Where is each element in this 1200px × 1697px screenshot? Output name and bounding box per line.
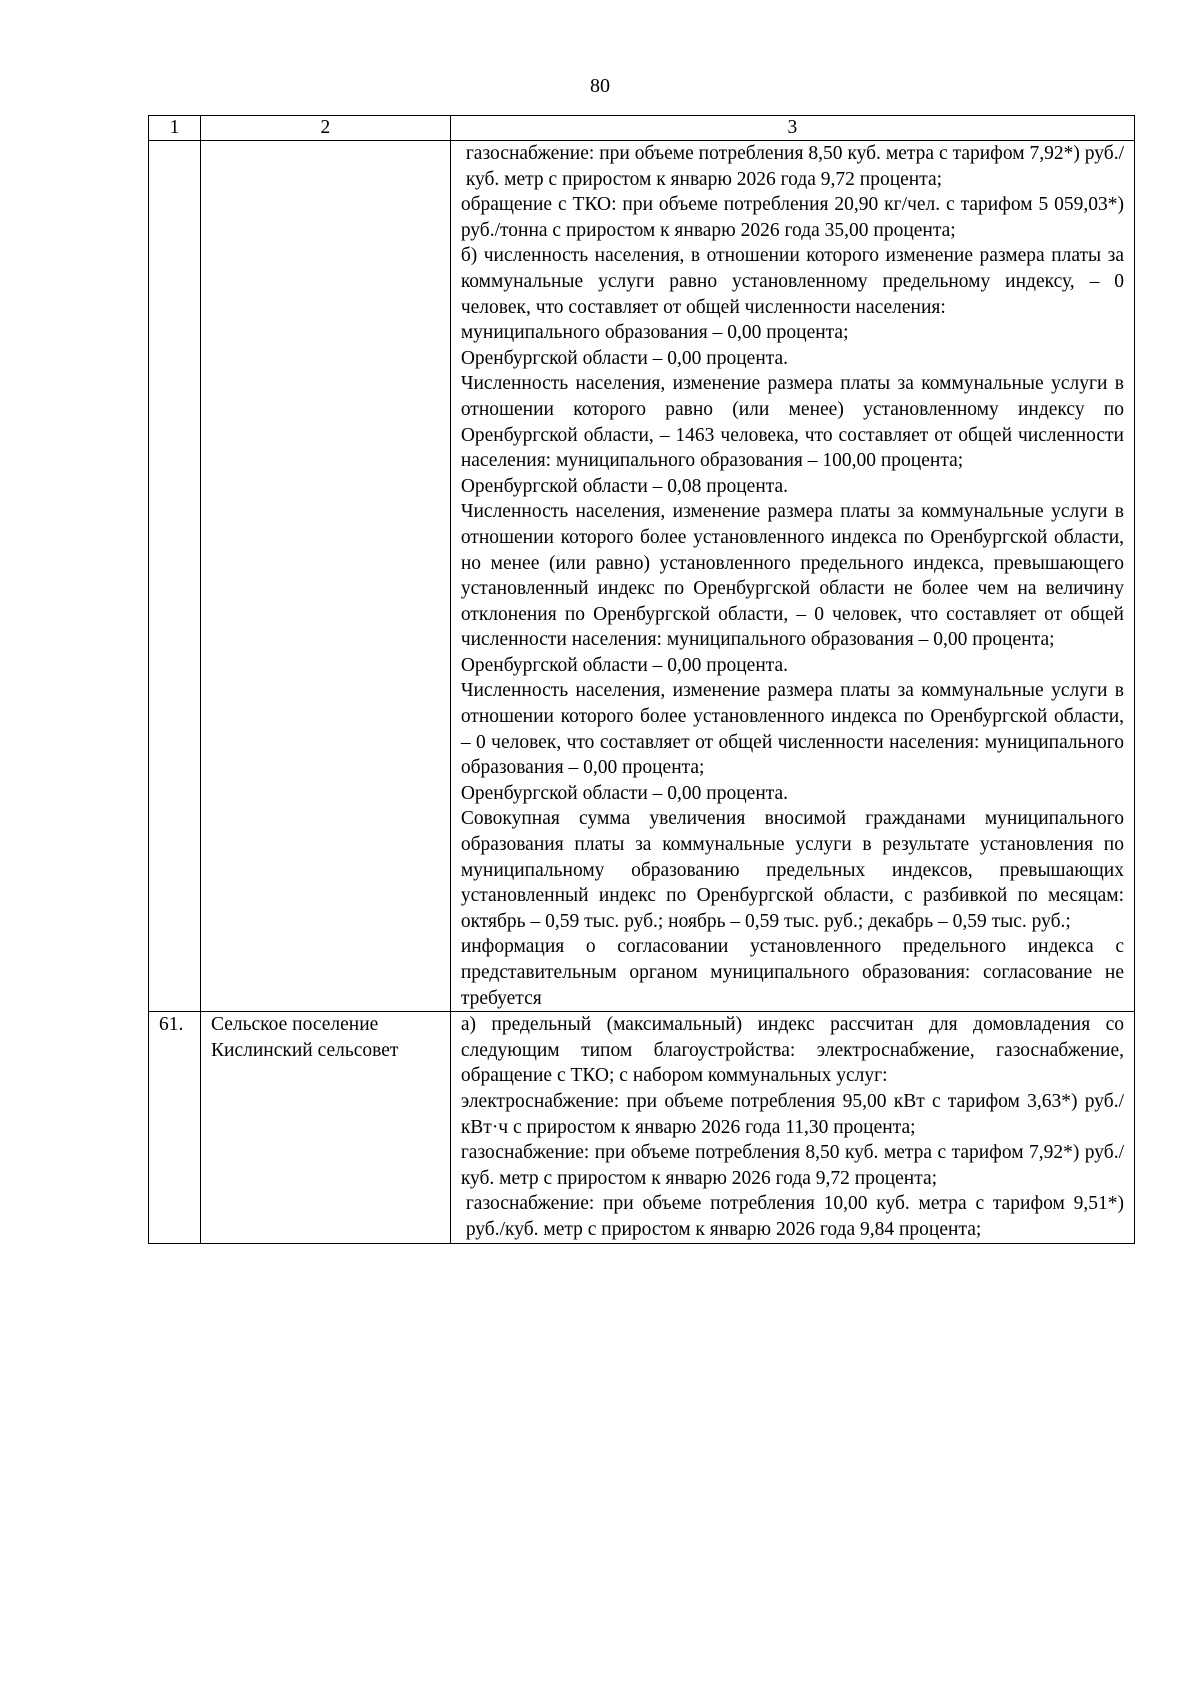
paragraph: Оренбургской области – 0,00 процента. (460, 654, 789, 676)
paragraph: а) предельный (максимальный) индекс рассчитан для домовладения со следующим типом благоустройства: электроснабжение, газоснабжение, обращение с ТКО; с набором коммунальных услуг: (460, 1014, 1124, 1087)
paragraph: Оренбургской области – 0,08 процента. (460, 475, 789, 497)
paragraph: обращение с ТКО: при объеме потребления 20,90 кг/чел. с тарифом 5 059,03*) руб./тонна с приростом к январю 2026 года 35,00 процента; (460, 194, 1124, 241)
paragraph: муниципального образования – 0,00 процента; (460, 322, 849, 344)
paragraph: Численность населения, изменение размера платы за коммунальные услуги в отношении которого более установленного индекса по Оренбургской области, но менее (или равно) установленного предельного индекса, превышающего установленный индекс по Оренбургской области не более чем на величину отклонения по Оренбургской области, – 0 человек, что составляет от общей численности населения: муниципального образования – 0,00 процента; (460, 501, 1124, 651)
table-header-row (149, 116, 1135, 141)
paragraph: информация о согласовании установленного предельного индекса с представительным органом муниципального образования: согласование не требуется (460, 936, 1124, 1009)
paragraph: газоснабжение: при объеме потребления 10,00 куб. метра с тарифом 9,51*) руб./куб. метр с приростом к январю 2026 года 9,84 процента; (465, 1193, 1124, 1240)
description-cell (450, 141, 1134, 1012)
column-header-3: 3 (450, 116, 1134, 141)
row-number-cell: 61. (149, 1012, 201, 1243)
paragraph: Численность населения, изменение размера платы за коммунальные услуги в отношении которого более установленного индекса по Оренбургской области, – 0 человек, что составляет от общей численности населения: муниципального образования – 0,00 процента; (460, 680, 1124, 779)
table-row (149, 1012, 1135, 1243)
municipality-name-cell (201, 1012, 451, 1243)
municipality-name-line1: Сельское поселение (211, 1014, 379, 1036)
column-header-2: 2 (201, 116, 451, 141)
row-number-cell (149, 141, 201, 1012)
paragraph: газоснабжение: при объеме потребления 8,50 куб. метра с тарифом 7,92*) руб./куб. метр с приростом к январю 2026 года 9,72 процента; (465, 143, 1124, 190)
paragraph: Совокупная сумма увеличения вносимой гражданами муниципального образования платы за коммунальные услуги в результате установления по муниципальному образованию предельных индексов, превышающих установленный индекс по Оренбургской области, с разбивкой по месяцам: октябрь – 0,59 тыс. руб.; ноябрь – 0,59 тыс. руб.; декабрь – 0,59 тыс. руб.; (460, 808, 1124, 932)
paragraph: Оренбургской области – 0,00 процента. (460, 347, 789, 369)
paragraph: газоснабжение: при объеме потребления 8,50 куб. метра с тарифом 7,92*) руб./куб. метр с приростом к январю 2026 года 9,72 процента; (460, 1142, 1124, 1189)
paragraph: электроснабжение: при объеме потребления 95,00 кВт с тарифом 3,63*) руб./кВт·ч с приростом к январю 2026 года 11,30 процента; (460, 1090, 1124, 1138)
municipality-name-cell (201, 141, 451, 1012)
paragraph: б) численность населения, в отношении которого изменение размера платы за коммунальные услуги равно установленному предельному индексу, – 0 человек, что составляет от общей численности населения: (460, 245, 1124, 318)
description-cell (450, 1012, 1134, 1243)
document-table (148, 115, 1135, 1244)
paragraph: Оренбургской области – 0,00 процента. (460, 782, 789, 804)
column-header-1: 1 (149, 116, 201, 141)
table-row (149, 141, 1135, 1012)
paragraph: Численность населения, изменение размера платы за коммунальные услуги в отношении которого равно (или менее) установленному индексу по Оренбургской области, – 1463 человека, что составляет от общей численности населения: муниципального образования – 100,00 процента; (460, 373, 1124, 472)
municipality-name-line2: Кислинский сельсовет (211, 1039, 399, 1061)
page-number: 80 (590, 75, 610, 97)
